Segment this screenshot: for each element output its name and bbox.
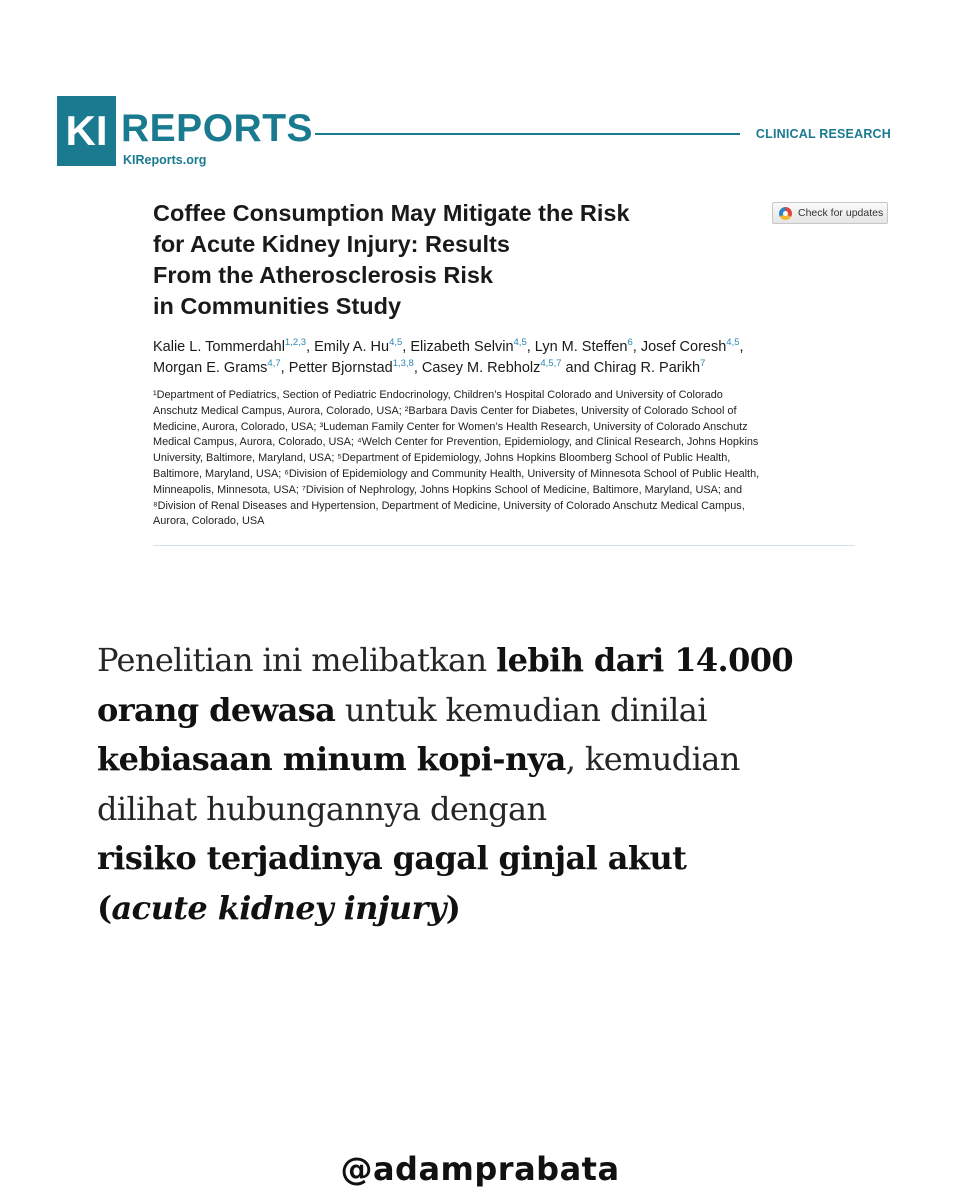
affiliation-line: Medical Campus, Aurora, Colorado, USA; ⁴Welch Center for Prevention, Epidemiology, and Clinical Research, Johns Hopkins	[153, 436, 759, 449]
author-name: Emily A. Hu	[314, 339, 390, 355]
caption-line	[97, 686, 887, 736]
affiliation-line: Baltimore, Maryland, USA; ⁶Division of Epidemiology and Community Health, University of Minnesota School of Public Health,	[153, 467, 760, 480]
author-affiliation-ref: 6	[627, 337, 633, 348]
author-name: Kalie L. Tommerdahl	[153, 339, 285, 355]
author-name: Casey M. Rebholz	[421, 360, 541, 376]
author-list	[153, 337, 873, 379]
caption-italic: acute kidney injury	[111, 888, 446, 927]
affiliation-line: Minneapolis, Minnesota, USA; ⁷Division of Nephrology, Johns Hopkins School of Medicine, Baltimore, Maryland, USA; and	[153, 483, 743, 496]
check-for-updates-label: Check for updates	[798, 207, 884, 219]
author-name: Elizabeth Selvin	[410, 339, 514, 355]
author-line	[153, 337, 873, 358]
author-separator: ,	[413, 360, 422, 376]
caption-line	[97, 735, 887, 785]
title-line: Coffee Consumption May Mitigate the Risk	[153, 200, 630, 226]
author-affiliation-ref: 1,3,8	[392, 358, 414, 369]
title-line: for Acute Kidney Injury: Results	[153, 231, 510, 257]
caption-paren: (	[97, 888, 112, 927]
title-line: From the Atherosclerosis Risk	[153, 262, 493, 288]
author-name: Lyn M. Steffen	[534, 339, 628, 355]
section-label: CLINICAL RESEARCH	[755, 127, 891, 141]
affiliation-line: Aurora, Colorado, USA	[153, 515, 265, 528]
author-line	[153, 358, 873, 379]
author-name: Josef Coresh	[640, 339, 727, 355]
author-name: Morgan E. Grams	[153, 360, 268, 376]
paper-divider	[153, 545, 855, 546]
caption-segment: , kemudian	[565, 740, 740, 778]
author-and: and	[561, 360, 594, 376]
author-affiliation-ref: 1,2,3	[284, 337, 307, 348]
journal-site[interactable]: KIReports.org	[123, 153, 207, 167]
journal-header	[57, 96, 891, 176]
author-separator: ,	[402, 339, 411, 355]
author-name: Petter Bjornstad	[288, 360, 393, 376]
affiliation-line: University, Baltimore, Maryland, USA; ⁵Department of Epidemiology, Johns Hopkins Bloomberg School of Public Health,	[153, 452, 731, 465]
caption-line	[97, 636, 887, 686]
author-separator: ,	[632, 339, 641, 355]
caption-emphasis: risiko terjadinya gagal ginjal akut	[97, 839, 687, 877]
author-separator: ,	[526, 339, 535, 355]
header-divider	[315, 133, 740, 135]
crossmark-icon	[779, 207, 792, 220]
caption-text	[97, 636, 887, 933]
caption-line: dilihat hubungannya dengan	[97, 789, 547, 828]
caption-segment: untuk kemudian dinilai	[335, 690, 707, 729]
author-name: Chirag R. Parikh	[593, 360, 701, 376]
author-handle[interactable]: @adamprabata	[340, 1150, 620, 1188]
check-for-updates-button[interactable]	[772, 202, 888, 224]
journal-logo-mark: KI	[57, 96, 116, 166]
title-line: in Communities Study	[153, 293, 402, 319]
caption-emphasis: orang dewasa	[97, 690, 336, 729]
author-separator: ,	[739, 339, 744, 355]
author-affiliation-ref: 4,5	[726, 337, 740, 348]
author-separator: ,	[280, 360, 289, 376]
caption-emphasis: lebih dari 14.000	[496, 641, 794, 679]
journal-wordmark: REPORTS	[121, 107, 314, 150]
caption-paren: )	[445, 888, 461, 927]
author-affiliation-ref: 4,7	[267, 358, 281, 369]
caption-line	[97, 884, 887, 934]
affiliation-line: Medicine, Aurora, Colorado, USA; ³Ludeman Family Center for Women’s Health Research, University of Colorado Anschutz	[153, 420, 748, 433]
author-affiliation-ref: 7	[700, 358, 706, 369]
author-affiliation-ref: 4,5,7	[540, 358, 562, 369]
author-affiliation-ref: 4,5	[389, 337, 403, 348]
affiliation-line: Anschutz Medical Campus, Aurora, Colorado, USA; ²Barbara Davis Center for Diabetes, University of Colorado School of	[153, 404, 737, 417]
affiliation-line: ¹Department of Pediatrics, Section of Pediatric Endocrinology, Children’s Hospital Colorado and University of Colorado	[153, 389, 723, 401]
affiliation-line: ⁸Division of Renal Diseases and Hypertension, Department of Medicine, University of Colorado Anschutz Medical Campus,	[153, 499, 745, 512]
author-affiliation-ref: 4,5	[513, 337, 527, 348]
affiliations	[153, 388, 873, 530]
article-title	[153, 198, 733, 322]
caption-emphasis: kebiasaan minum kopi-nya	[97, 740, 566, 778]
author-separator: ,	[306, 339, 315, 355]
caption-segment: Penelitian ini melibatkan	[97, 641, 497, 679]
